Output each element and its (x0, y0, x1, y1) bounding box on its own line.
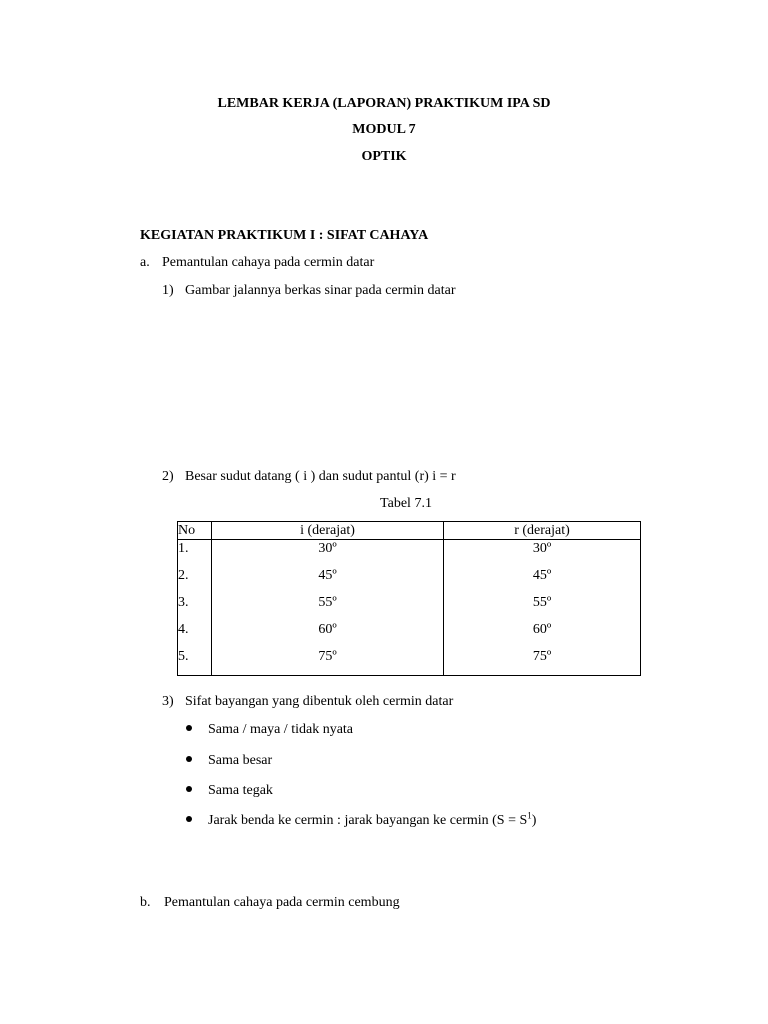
bullet-dot-icon (186, 756, 192, 762)
table-cell-no: 1. (178, 540, 212, 568)
table-row (178, 621, 641, 648)
list-marker: b. (140, 895, 151, 910)
bullet-dot-icon (186, 725, 192, 731)
table-caption: Tabel 7.1 (380, 496, 432, 511)
bullet-text: Sama / maya / tidak nyata (208, 722, 354, 737)
table-cell-i: 75º (212, 648, 444, 676)
table-cell-no: 4. (178, 621, 212, 648)
bullet-item (186, 783, 273, 799)
table-cell-r: 60º (444, 621, 641, 648)
bullet-text-end: ) (531, 813, 537, 828)
document-title: LEMBAR KERJA (LAPORAN) PRAKTIKUM IPA SD (217, 96, 551, 111)
list-marker: 3) (162, 694, 174, 709)
table-cell-r: 45º (444, 567, 641, 594)
table-row (178, 540, 641, 568)
list-item-1 (162, 283, 456, 299)
module-title: MODUL 7 (352, 122, 416, 137)
table-cell-r: 30º (444, 540, 641, 568)
list-marker: a. (140, 255, 150, 270)
table-header-row (178, 522, 641, 540)
topic-title: OPTIK (361, 149, 407, 164)
table-cell-i: 55º (212, 594, 444, 621)
table-cell-r: 75º (444, 648, 641, 676)
bullet-text: Sama tegak (208, 783, 273, 798)
table-cell-i: 60º (212, 621, 444, 648)
table-cell-no: 5. (178, 648, 212, 676)
list-item-text: Sifat bayangan yang dibentuk oleh cermin datar (185, 694, 454, 709)
bullet-item (186, 753, 272, 769)
bullet-item (186, 722, 353, 738)
table-row (178, 567, 641, 594)
list-item-text: Pemantulan cahaya pada cermin cembung (164, 895, 400, 910)
list-item-a (140, 255, 374, 271)
column-header-r: r (derajat) (444, 522, 641, 540)
list-item-3 (162, 694, 453, 710)
data-table (177, 521, 641, 676)
bullet-dot-icon (186, 816, 192, 822)
list-item-text: Pemantulan cahaya pada cermin datar (162, 255, 375, 270)
table-row (178, 648, 641, 676)
column-header-no: No (178, 522, 212, 540)
column-header-i: i (derajat) (212, 522, 444, 540)
list-marker: 1) (162, 283, 174, 298)
bullet-text: Jarak benda ke cermin : jarak bayangan ke cermin (S = S (208, 813, 528, 828)
table-cell-i: 45º (212, 567, 444, 594)
table-cell-no: 3. (178, 594, 212, 621)
section-heading: KEGIATAN PRAKTIKUM I : SIFAT CAHAYA (140, 228, 429, 243)
list-item-text: Gambar jalannya berkas sinar pada cermin datar (185, 283, 456, 298)
bullet-item (186, 810, 537, 829)
list-marker: 2) (162, 469, 174, 484)
table-cell-i: 30º (212, 540, 444, 568)
bullet-text: Sama besar (208, 753, 273, 768)
bullet-dot-icon (186, 786, 192, 792)
table-row (178, 594, 641, 621)
list-item-b (140, 895, 400, 911)
superscript: 1 (527, 810, 532, 821)
list-item-2 (162, 469, 456, 485)
table-cell-r: 55º (444, 594, 641, 621)
list-item-text: Besar sudut datang ( i ) dan sudut pantul (r) i = r (185, 469, 456, 484)
table-cell-no: 2. (178, 567, 212, 594)
